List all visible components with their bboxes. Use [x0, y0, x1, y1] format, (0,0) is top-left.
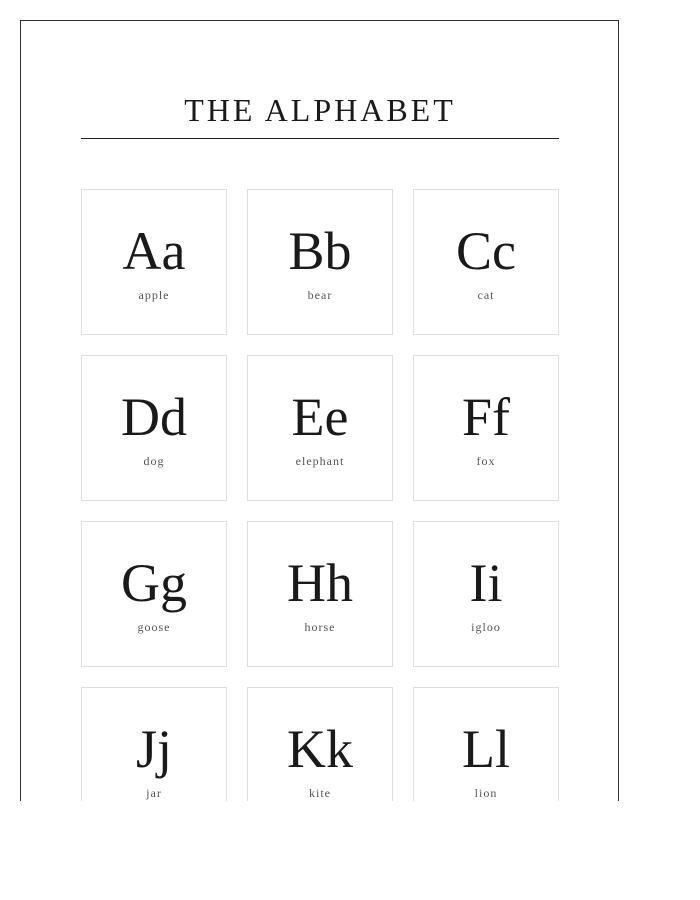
- letter-word: kite: [309, 786, 331, 800]
- page-title: THE ALPHABET: [184, 92, 456, 128]
- letter-glyph: Ll: [462, 719, 510, 779]
- letter-grid: [81, 189, 559, 801]
- letter-card-b: [247, 189, 393, 335]
- letter-glyph: Hh: [287, 553, 353, 613]
- letter-word: igloo: [471, 620, 501, 634]
- letter-glyph: Kk: [287, 719, 353, 779]
- letter-glyph: Gg: [121, 553, 187, 613]
- letter-word: horse: [304, 620, 336, 634]
- letter-word: apple: [138, 288, 170, 302]
- letter-card-d: [81, 355, 227, 501]
- letter-glyph: Dd: [121, 387, 187, 447]
- letter-glyph: Ii: [469, 553, 503, 613]
- letter-card-i: [413, 521, 559, 667]
- letter-card-l: [413, 687, 559, 801]
- letter-word: dog: [143, 454, 165, 468]
- letter-card-a: [81, 189, 227, 335]
- letter-word: goose: [137, 620, 171, 634]
- letter-word: bear: [307, 288, 333, 302]
- letter-word: jar: [146, 786, 162, 800]
- letter-glyph: Ff: [461, 387, 510, 447]
- letter-word: fox: [476, 454, 496, 468]
- letter-glyph: Bb: [288, 221, 352, 281]
- letter-card-h: [247, 521, 393, 667]
- letter-card-e: [247, 355, 393, 501]
- letter-word: elephant: [295, 454, 345, 468]
- letter-word: cat: [477, 288, 495, 302]
- letter-glyph: Aa: [122, 221, 186, 281]
- letter-card-j: [81, 687, 227, 801]
- letter-glyph: Cc: [456, 221, 516, 281]
- letter-card-k: [247, 687, 393, 801]
- alphabet-sheet: [20, 20, 619, 801]
- letter-glyph: Jj: [135, 719, 173, 779]
- letter-word: lion: [474, 786, 498, 800]
- letter-card-g: [81, 521, 227, 667]
- title-divider: [81, 138, 559, 139]
- letter-card-c: [413, 189, 559, 335]
- letter-glyph: Ee: [291, 387, 349, 447]
- letter-card-f: [413, 355, 559, 501]
